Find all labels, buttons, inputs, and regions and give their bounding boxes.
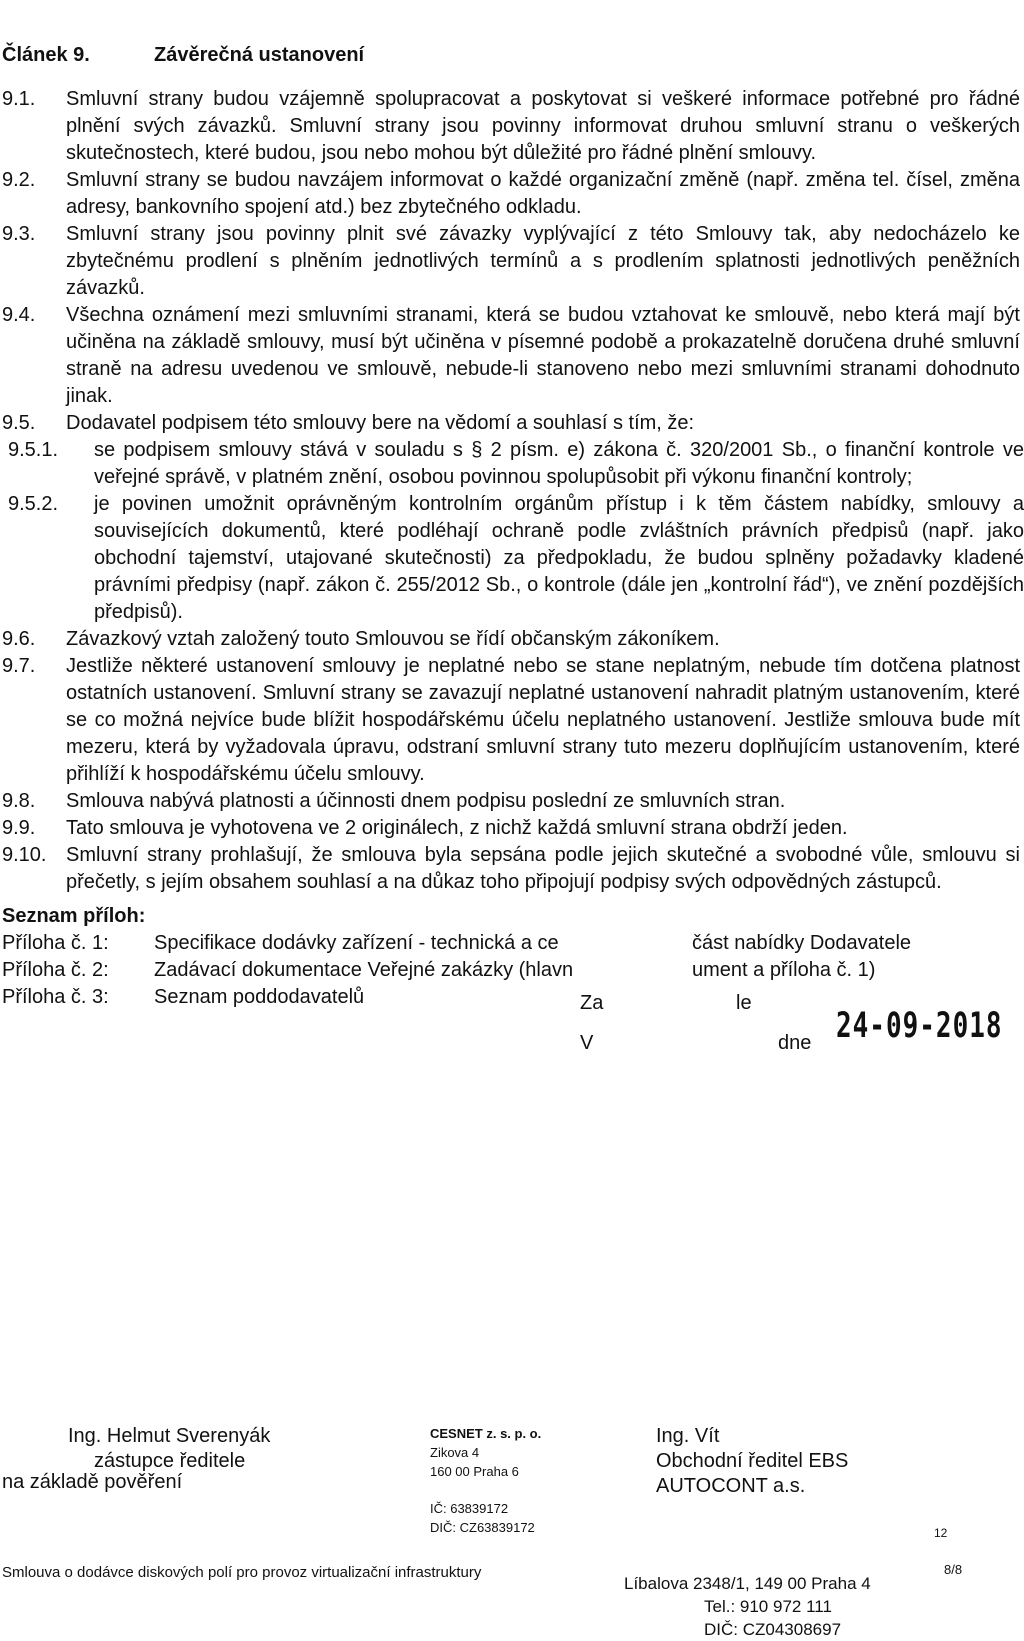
clause-text: se podpisem smlouvy stává v souladu s § 2 písm. e) zákona č. 320/2001 Sb., o finanční kontrole ve veřejné správě, v platném znění, osobou povinnou spolupůsobit při výkonu finanční kontroly;	[94, 439, 1024, 488]
clause-text: Tato smlouva je vyhotovena ve 2 originálech, z nichž každá smluvní strana obdrží jeden.	[66, 817, 848, 839]
clause-number: 9.10.	[2, 844, 47, 866]
clause-number: 9.3.	[2, 223, 36, 245]
clause-number: 9.1.	[2, 88, 36, 110]
clause-text: je povinen umožnit oprávněným kontrolním orgánům přístup i k těm částem nabídky, smlouvy a souvisejících dokumentů, které podléhají ochraně podle zvláštních právních předpisů (např. jako obchodní tajemství, utajované skutečnosti) za předpokladu, že budou splněny požadavky kladené právními předpisy (např. zákon č. 255/2012 Sb., o kontrole (dále jen „kontrolní řád“), ve znění pozdějších předpisů).	[94, 493, 1024, 623]
annex-item	[2, 930, 1012, 957]
signatory-name: Ing. Vít	[656, 1425, 720, 1447]
place-le: le	[736, 992, 752, 1014]
clause-number: 9.6.	[2, 628, 36, 650]
article-title: Závěrečná ustanovení	[154, 44, 365, 66]
place-za: Za	[580, 992, 604, 1014]
clause-9-5-2	[0, 491, 1024, 626]
clause-number: 9.2.	[2, 169, 36, 191]
annex-list	[2, 903, 1012, 1011]
stamp-number: 12	[934, 1526, 948, 1540]
cesnet-ic: IČ: 63839172	[430, 1501, 509, 1516]
signatory-basis: na základě pověření	[2, 1471, 183, 1493]
place-dne: dne	[778, 1032, 812, 1054]
annex-label: Příloha č. 2:	[2, 959, 109, 981]
annex-text: Zadávací dokumentace Veřejné zakázky (hlavn	[154, 959, 574, 981]
clause-number: 9.5.1.	[8, 439, 59, 461]
clause-text: Smluvní strany prohlašují, že smlouva byla sepsána podle jejich skutečné a svobodné vůle, smlouvu si přečetly, s jejím obsahem souhlasí a na důkaz toho připojují podpisy svých odpovědných zástupců.	[66, 844, 1020, 893]
page-number: 8/8	[944, 1562, 963, 1577]
clause-9-1	[0, 86, 1024, 167]
place-v: V	[580, 1032, 594, 1054]
article-heading	[2, 44, 364, 67]
clause-number: 9.7.	[2, 655, 36, 677]
annex-text-continued: část nabídky Dodavatele	[692, 932, 912, 954]
clause-number: 9.4.	[2, 304, 36, 326]
clause-9-10	[0, 842, 1024, 896]
signatory-right	[656, 1424, 848, 1499]
annex-text: Specifikace dodávky zařízení - technická a ce	[154, 932, 559, 954]
clause-9-7	[0, 653, 1024, 788]
clause-9-9	[0, 815, 1024, 842]
cesnet-dic: DIČ: CZ63839172	[430, 1520, 535, 1535]
clause-number: 9.8.	[2, 790, 36, 812]
clause-9-6	[0, 626, 1024, 653]
clause-text: Smluvní strany se budou navzájem informovat o každé organizační změně (např. změna tel. čísel, změna adresy, bankovního spojení atd.) bez zbytečného odkladu.	[66, 169, 1020, 218]
clause-9-4	[0, 302, 1024, 410]
cesnet-city: 160 00 Praha 6	[430, 1464, 519, 1479]
autocont-stamp	[624, 1572, 871, 1641]
signatory-role: Obchodní ředitel EBS	[656, 1450, 849, 1472]
annex-text-continued: ument a příloha č. 1)	[692, 959, 876, 981]
cesnet-title: CESNET z. s. p. o.	[430, 1426, 542, 1441]
clause-number: 9.9.	[2, 817, 36, 839]
autocont-address: Líbalova 2348/1, 149 00 Praha 4	[624, 1574, 871, 1593]
signatory-name: Ing. Helmut Sverenyák	[68, 1425, 271, 1447]
clause-text: Smluvní strany budou vzájemně spolupracovat a poskytovat si veškeré informace potřebné pro řádné plnění svých závazků. Smluvní strany jsou povinny informovat druhou smluvní stranu o veškerých skutečnostech, které budou, jsou nebo mohou být důležité pro řádné plnění smlouvy.	[66, 88, 1020, 164]
cesnet-stamp	[430, 1424, 541, 1537]
cesnet-street: Zikova 4	[430, 1445, 480, 1460]
clause-9-3	[0, 221, 1024, 302]
clause-9-5	[0, 410, 1024, 437]
annex-label: Příloha č. 3:	[2, 986, 109, 1008]
annex-text: Seznam poddodavatelů	[154, 986, 365, 1008]
annex-label: Příloha č. 1:	[2, 932, 109, 954]
clause-text: Všechna oznámení mezi smluvními stranami, která se budou vztahovat ke smlouvě, nebo která mají být učiněna na základě smlouvy, musí být učiněna v písemné podobě a prokazatelně doručena druhé smluvní straně na adresu uvedenou ve smlouvě, nebude-li stanoveno nebo mezi smluvními stranami dohodnuto jinak.	[66, 304, 1020, 407]
article-number: Článek 9.	[2, 44, 90, 66]
date-stamp: 24-09-2018	[836, 1006, 1003, 1047]
clause-9-8	[0, 788, 1024, 815]
signatory-role: zástupce ředitele	[94, 1450, 246, 1472]
clause-text: Dodavatel podpisem této smlouvy bere na vědomí a souhlasí s tím, že:	[66, 412, 695, 434]
signatory-left	[2, 1424, 271, 1495]
clause-9-2	[0, 167, 1024, 221]
clause-number: 9.5.	[2, 412, 36, 434]
clause-number: 9.5.2.	[8, 493, 59, 515]
clause-9-5-1	[0, 437, 1024, 491]
clause-text: Závazkový vztah založený touto Smlouvou se řídí občanským zákoníkem.	[66, 628, 720, 650]
signatory-company: AUTOCONT a.s.	[656, 1475, 806, 1497]
clause-text: Smluvní strany jsou povinny plnit své závazky vyplývající z této Smlouvy tak, aby nedocházelo ke zbytečnému prodlení s plněním jednotlivých termínů a s prodlením splatnosti jednotlivých peněžních závazků.	[66, 223, 1020, 299]
autocont-dic: DIČ: CZ04308697	[704, 1620, 842, 1639]
annex-item	[2, 957, 1012, 984]
clause-text: Jestliže některé ustanovení smlouvy je neplatné nebo se stane neplatným, nebude tím dotčena platnost ostatních ustanovení. Smluvní strany se zavazují neplatné ustanovení nahradit platným ustanovením, které se co možná nejvíce bude blížit hospodářskému účelu neplatného ustanovení. Jestliže smlouva bude mít mezeru, která by vyžadovala úpravu, odstraní smluvní strany tuto mezeru doplňujícím ustanovením, které přihlíží k hospodářskému účelu smlouvy.	[66, 655, 1020, 785]
clause-list	[0, 86, 1024, 896]
footer-text: Smlouva o dodávce diskových polí pro provoz virtualizační infrastruktury	[2, 1564, 482, 1581]
autocont-tel: Tel.: 910 972 111	[704, 1597, 832, 1616]
annex-heading: Seznam příloh:	[2, 905, 146, 927]
clause-text: Smlouva nabývá platnosti a účinnosti dnem podpisu poslední ze smluvních stran.	[66, 790, 786, 812]
